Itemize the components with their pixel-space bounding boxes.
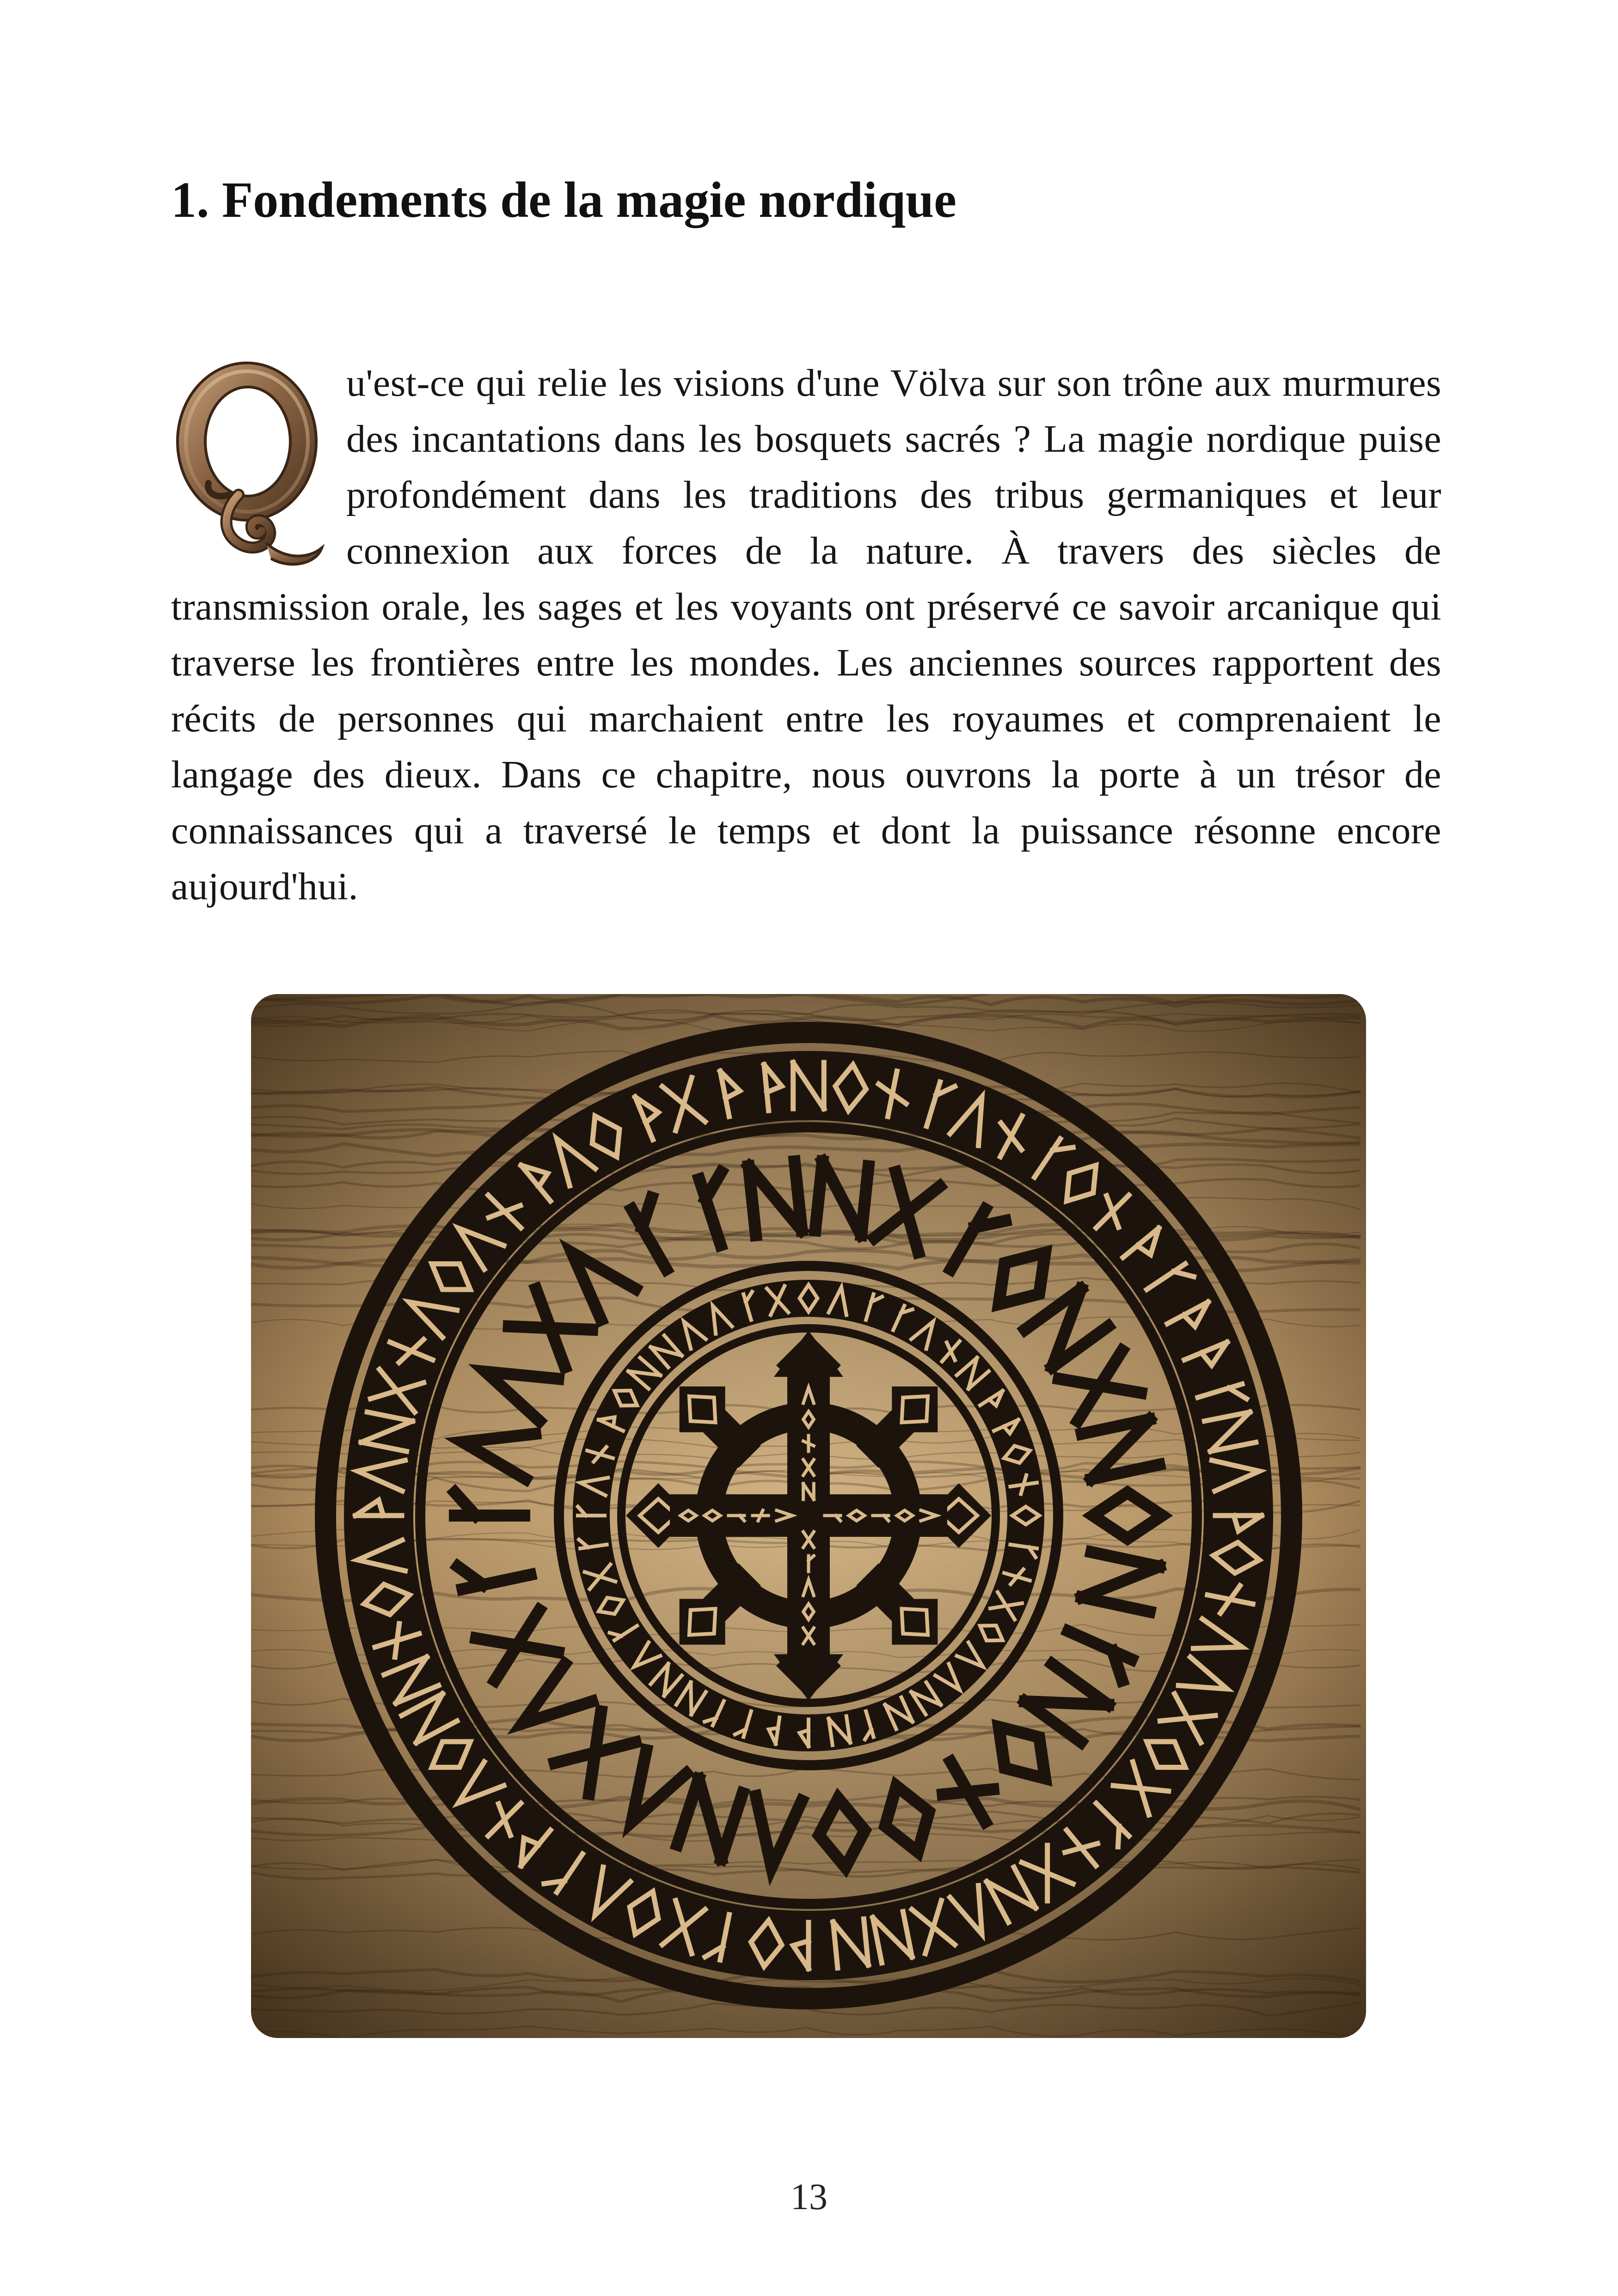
drop-cap-ornament xyxy=(169,356,333,573)
chapter-title: 1. Fondements de la magie nordique xyxy=(171,172,956,228)
page-number: 13 xyxy=(791,2177,827,2217)
intro-paragraph xyxy=(171,355,1441,915)
runic-circle-illustration xyxy=(251,994,1366,2038)
intro-text: u'est-ce qui relie les visions d'une Völva sur son trône aux murmures des incantations dans les bosquets sacrés ? La magie nordique puise profondément dans les traditions des tribus germaniques et leur connexion aux forces de la nature. À travers des siècles de transmission orale, les sages et les voyants ont préservé ce savoir arcanique qui traverse les frontières entre les mondes. Les anciennes sources rapportent des récits de personnes qui marchaient entre les royaumes et comprenaient le langage des dieux. Dans ce chapitre, nous ouvrons la porte à un trésor de connaissances qui a traversé le temps et dont la puissance résonne encore aujourd'hui. xyxy=(171,362,1441,908)
